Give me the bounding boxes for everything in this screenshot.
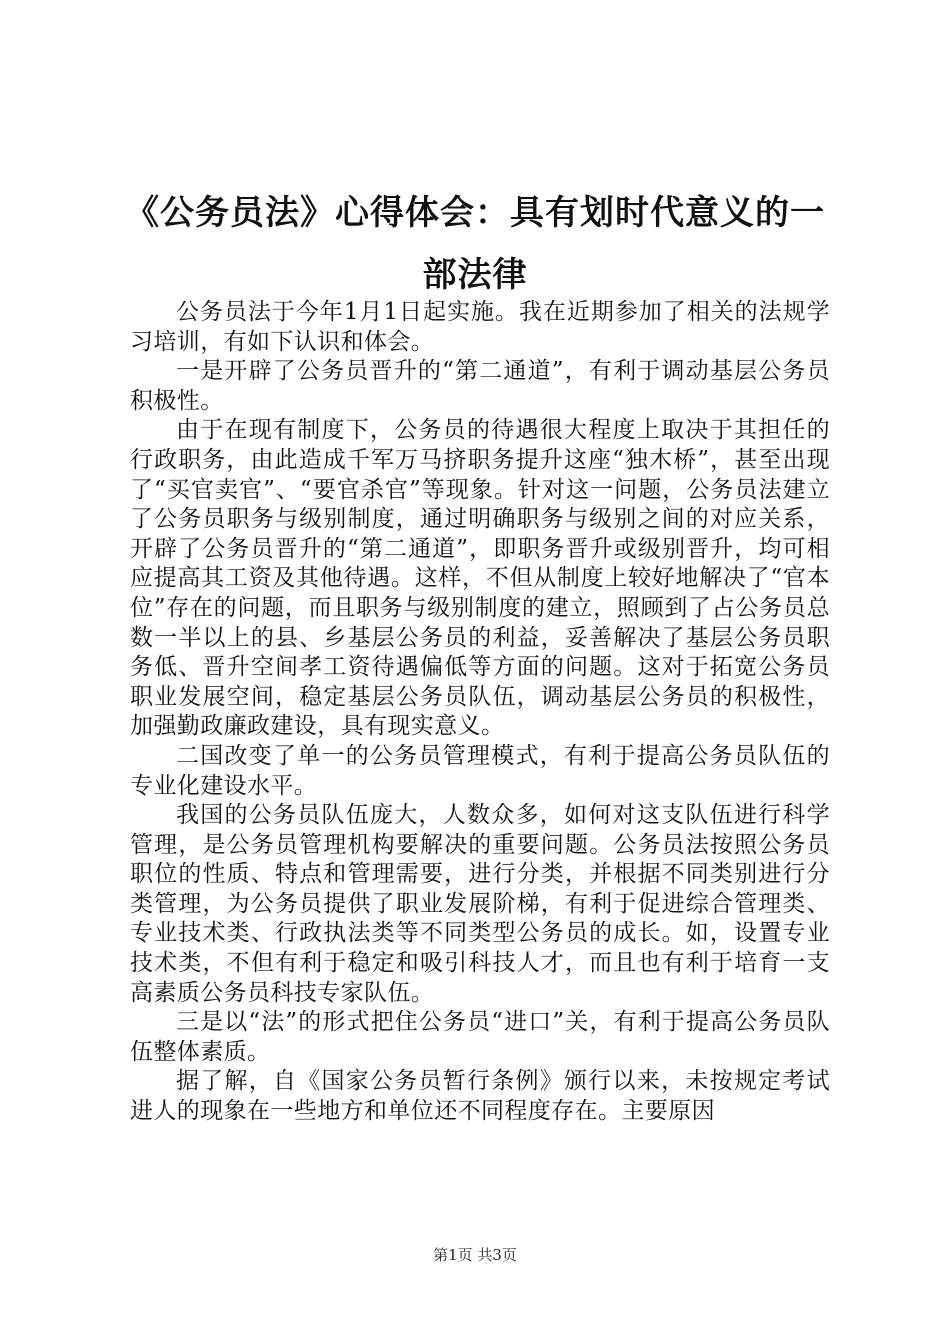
paragraph: 我国的公务员队伍庞大，人数众多，如何对这支队伍进行科学管理，是公务员管理机构要解决的重要问题。公务员法按照公务员职位的性质、特点和管理需要，进行分类，并根据不同类别进行分类管理，为公务员提供了职业发展阶梯，有利于促进综合管理类、专业技术类、行政执法类等不同类型公务员的成长。如，设置专业技术类，不但有利于稳定和吸引科技人才，而且也有利于培育一支高素质公务员科技专家队伍。 [130,802,830,1006]
paragraph: 由于在现有制度下，公务员的待遇很大程度上取决于其担任的行政职务，由此造成千军万马挤职务提升这座“独木桥”，甚至出现了“买官卖官”、“要官杀官”等现象。针对这一问题，公务员法建立了公务员职务与级别制度，通过明确职务与级别之间的对应关系，开辟了公务员晋升的“第二通道”，即职务晋升或级别晋升，均可相应提高其工资及其他待遇。这样，不但从制度上较好地解决了“官本位”存在的问题，而且职务与级别制度的建立，照顾到了占公务员总数一半以上的县、乡基层公务员的利益，妥善解决了基层公务员职务低、晋升空间孝工资待遇偏低等方面的问题。这对于拓宽公务员职业发展空间，稳定基层公务员队伍，调动基层公务员的积极性，加强勤政廉政建设，具有现实意义。 [130,417,830,740]
document-title: 《公务员法》心得体会：具有划时代意义的一部法律 [125,193,825,295]
paragraph: 公务员法于今年1月1日起实施。我在近期参加了相关的法规学习培训，有如下认识和体会。 [130,299,830,355]
paragraph: 二国改变了单一的公务员管理模式，有利于提高公务员队伍的专业化建设水平。 [130,742,830,799]
document-body [130,298,830,1127]
page-number-footer: 第1页 共3页 [433,1246,517,1264]
paragraph: 三是以“法”的形式把住公务员“进口”关，有利于提高公务员队伍整体素质。 [130,1009,830,1065]
paragraph: 据了解，自《国家公务员暂行条例》颁行以来，未按规定考试进人的现象在一些地方和单位还不同程度存在。主要原因 [130,1068,830,1125]
paragraph: 一是开辟了公务员晋升的“第二通道”，有利于调动基层公务员积极性。 [130,358,830,414]
